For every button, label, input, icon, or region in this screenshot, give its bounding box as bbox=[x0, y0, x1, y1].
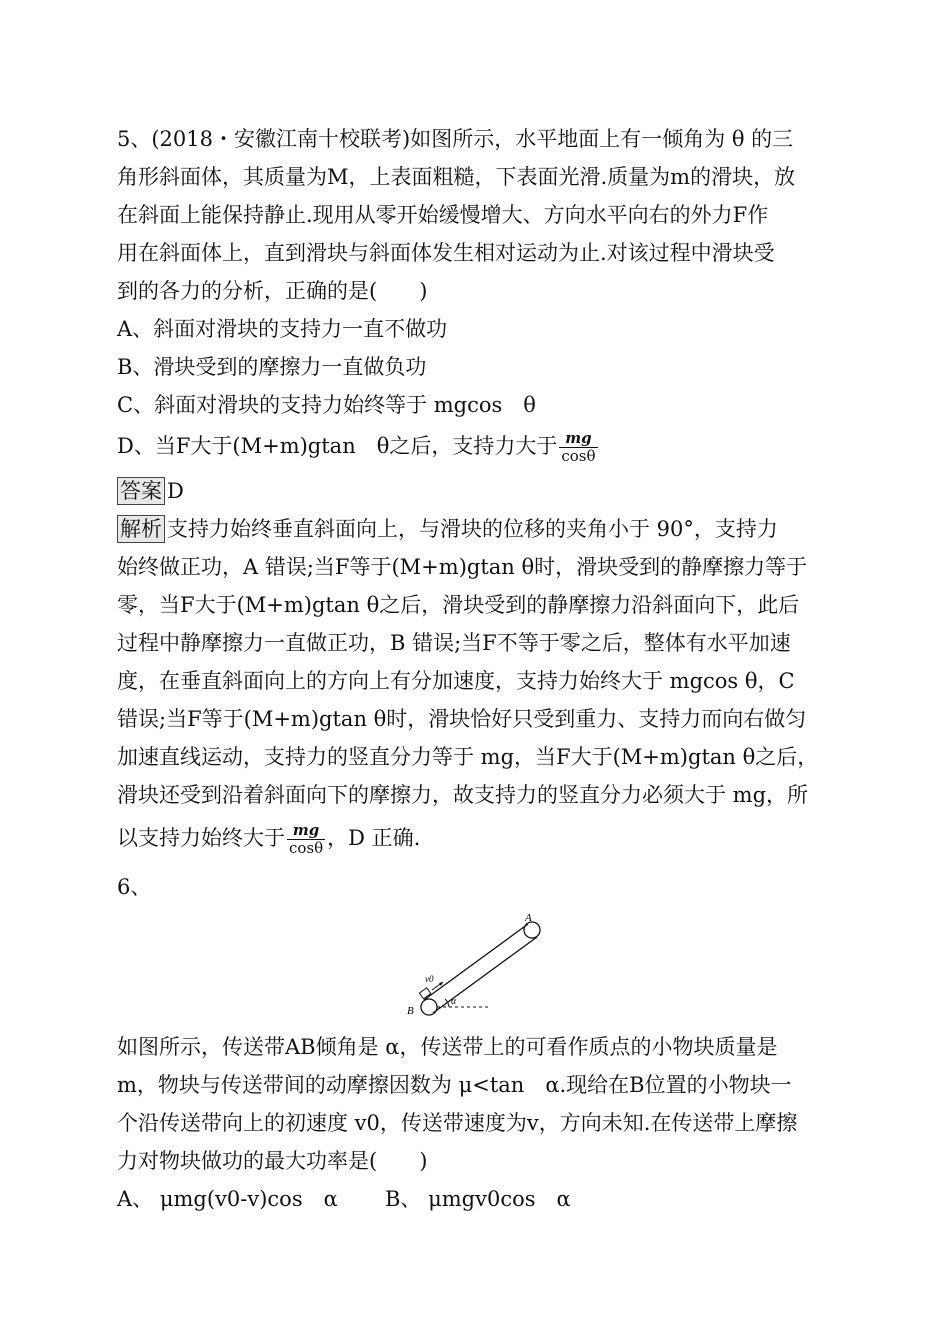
q6-line-2: m，物块与传送带间的动摩擦因数为 μ<tan α.现给在B位置的小物块一 bbox=[117, 1073, 792, 1097]
analysis-line-7: 加速直线运动，支持力的竖直分力等于 mg，当F大于(M+m)gtan θ之后， bbox=[117, 745, 819, 769]
q5-option-c: C、斜面对滑块的支持力始终等于 mgcos θ bbox=[117, 393, 536, 417]
answer-tag: 答案 bbox=[117, 477, 165, 505]
answer-line bbox=[117, 472, 837, 510]
conveyor-belt-figure bbox=[117, 914, 837, 1024]
q6-line-4: 力对物块做功的最大功率是( ) bbox=[117, 1149, 428, 1173]
pulley-b-icon bbox=[421, 999, 437, 1015]
fraction-mg-over-cos bbox=[559, 430, 597, 465]
q6-options-row bbox=[117, 1180, 837, 1218]
label-a: A bbox=[525, 914, 532, 924]
q6-option-b: B、 μmgv0cos α bbox=[385, 1187, 571, 1211]
block-icon bbox=[419, 988, 430, 999]
analysis-tag: 解析 bbox=[117, 515, 165, 543]
q5-option-d-text: D、当F大于(M+m)gtan θ之后，支持力大于 bbox=[117, 434, 558, 458]
analysis-line-8: 滑块还受到沿着斜面向下的摩擦力，故支持力的竖直分力必须大于 mg，所 bbox=[117, 783, 809, 807]
label-b: B bbox=[407, 1005, 414, 1017]
pulley-a-icon bbox=[524, 922, 540, 938]
fraction-mg-over-cos-2 bbox=[287, 822, 325, 857]
analysis-text-1: 支持力始终垂直斜面向上，与滑块的位移的夹角小于 90°，支持力 bbox=[167, 517, 778, 541]
q5-line-5: 到的各力的分析，正确的是( ) bbox=[117, 279, 428, 303]
belt-bottom-line bbox=[433, 937, 537, 1013]
q5-option-d bbox=[117, 424, 837, 468]
answer-value: D bbox=[167, 479, 184, 503]
q5-line-4: 用在斜面体上，直到滑块与斜面体发生相对运动为止.对该过程中滑块受 bbox=[117, 241, 775, 265]
q6-line-3: 个沿传送带向上的初速度 v0，传送带速度为v，方向未知.在传送带上摩擦 bbox=[117, 1111, 798, 1135]
analysis-line-3: 零，当F大于(M+m)gtan θ之后，滑块受到的静摩擦力沿斜面向下，此后 bbox=[117, 593, 800, 617]
question-5 bbox=[117, 120, 837, 862]
label-alpha: α bbox=[451, 996, 457, 1007]
fraction-numerator-2: mg bbox=[287, 822, 325, 840]
belt-top-line bbox=[424, 924, 528, 1000]
analysis-line-1 bbox=[117, 510, 837, 548]
analysis-line-4: 过程中静摩擦力一直做正功，B 错误;当F不等于零之后，整体有水平加速 bbox=[117, 631, 791, 655]
q6-line-1: 如图所示，传送带AB倾角是 α，传送带上的可看作质点的小物块质量是 bbox=[117, 1035, 778, 1059]
q5-line-2: 角形斜面体，其质量为M，上表面粗糙，下表面光滑.质量为m的滑块，放 bbox=[117, 165, 796, 189]
q6-option-a: A、 μmg(v0-v)cos α bbox=[117, 1187, 338, 1211]
q5-option-b: B、滑块受到的摩擦力一直做负功 bbox=[117, 355, 427, 379]
fraction-denominator: cosθ bbox=[561, 447, 596, 465]
document-page bbox=[117, 120, 837, 1218]
q6-number: 6、 bbox=[117, 875, 152, 899]
label-v0: v0 bbox=[425, 974, 434, 984]
analysis-line-5: 度，在垂直斜面向上的方向上有分加速度，支持力始终大于 mgcos θ，C bbox=[117, 669, 795, 693]
analysis-last-suffix: ，D 正确. bbox=[327, 826, 421, 850]
fraction-numerator: mg bbox=[559, 430, 597, 448]
q5-line-1: 5、(2018・安徽江南十校联考)如图所示，水平地面上有一倾角为 θ 的三 bbox=[117, 127, 794, 151]
analysis-line-9 bbox=[117, 814, 837, 862]
conveyor-belt-diagram bbox=[407, 914, 547, 1024]
fraction-denominator-2: cosθ bbox=[289, 839, 324, 857]
analysis-line-2: 始终做正功，A 错误;当F等于(M+m)gtan θ时，滑块受到的静摩擦力等于 bbox=[117, 555, 808, 579]
question-6 bbox=[117, 868, 837, 1218]
analysis-last-prefix: 以支持力始终大于 bbox=[117, 826, 285, 850]
analysis-line-6: 错误;当F等于(M+m)gtan θ时，滑块恰好只受到重力、支持力而向右做匀 bbox=[117, 707, 807, 731]
q5-option-a: A、斜面对滑块的支持力一直不做功 bbox=[117, 317, 448, 341]
q5-line-3: 在斜面上能保持静止.现用从零开始缓慢增大、方向水平向右的外力F作 bbox=[117, 203, 769, 227]
